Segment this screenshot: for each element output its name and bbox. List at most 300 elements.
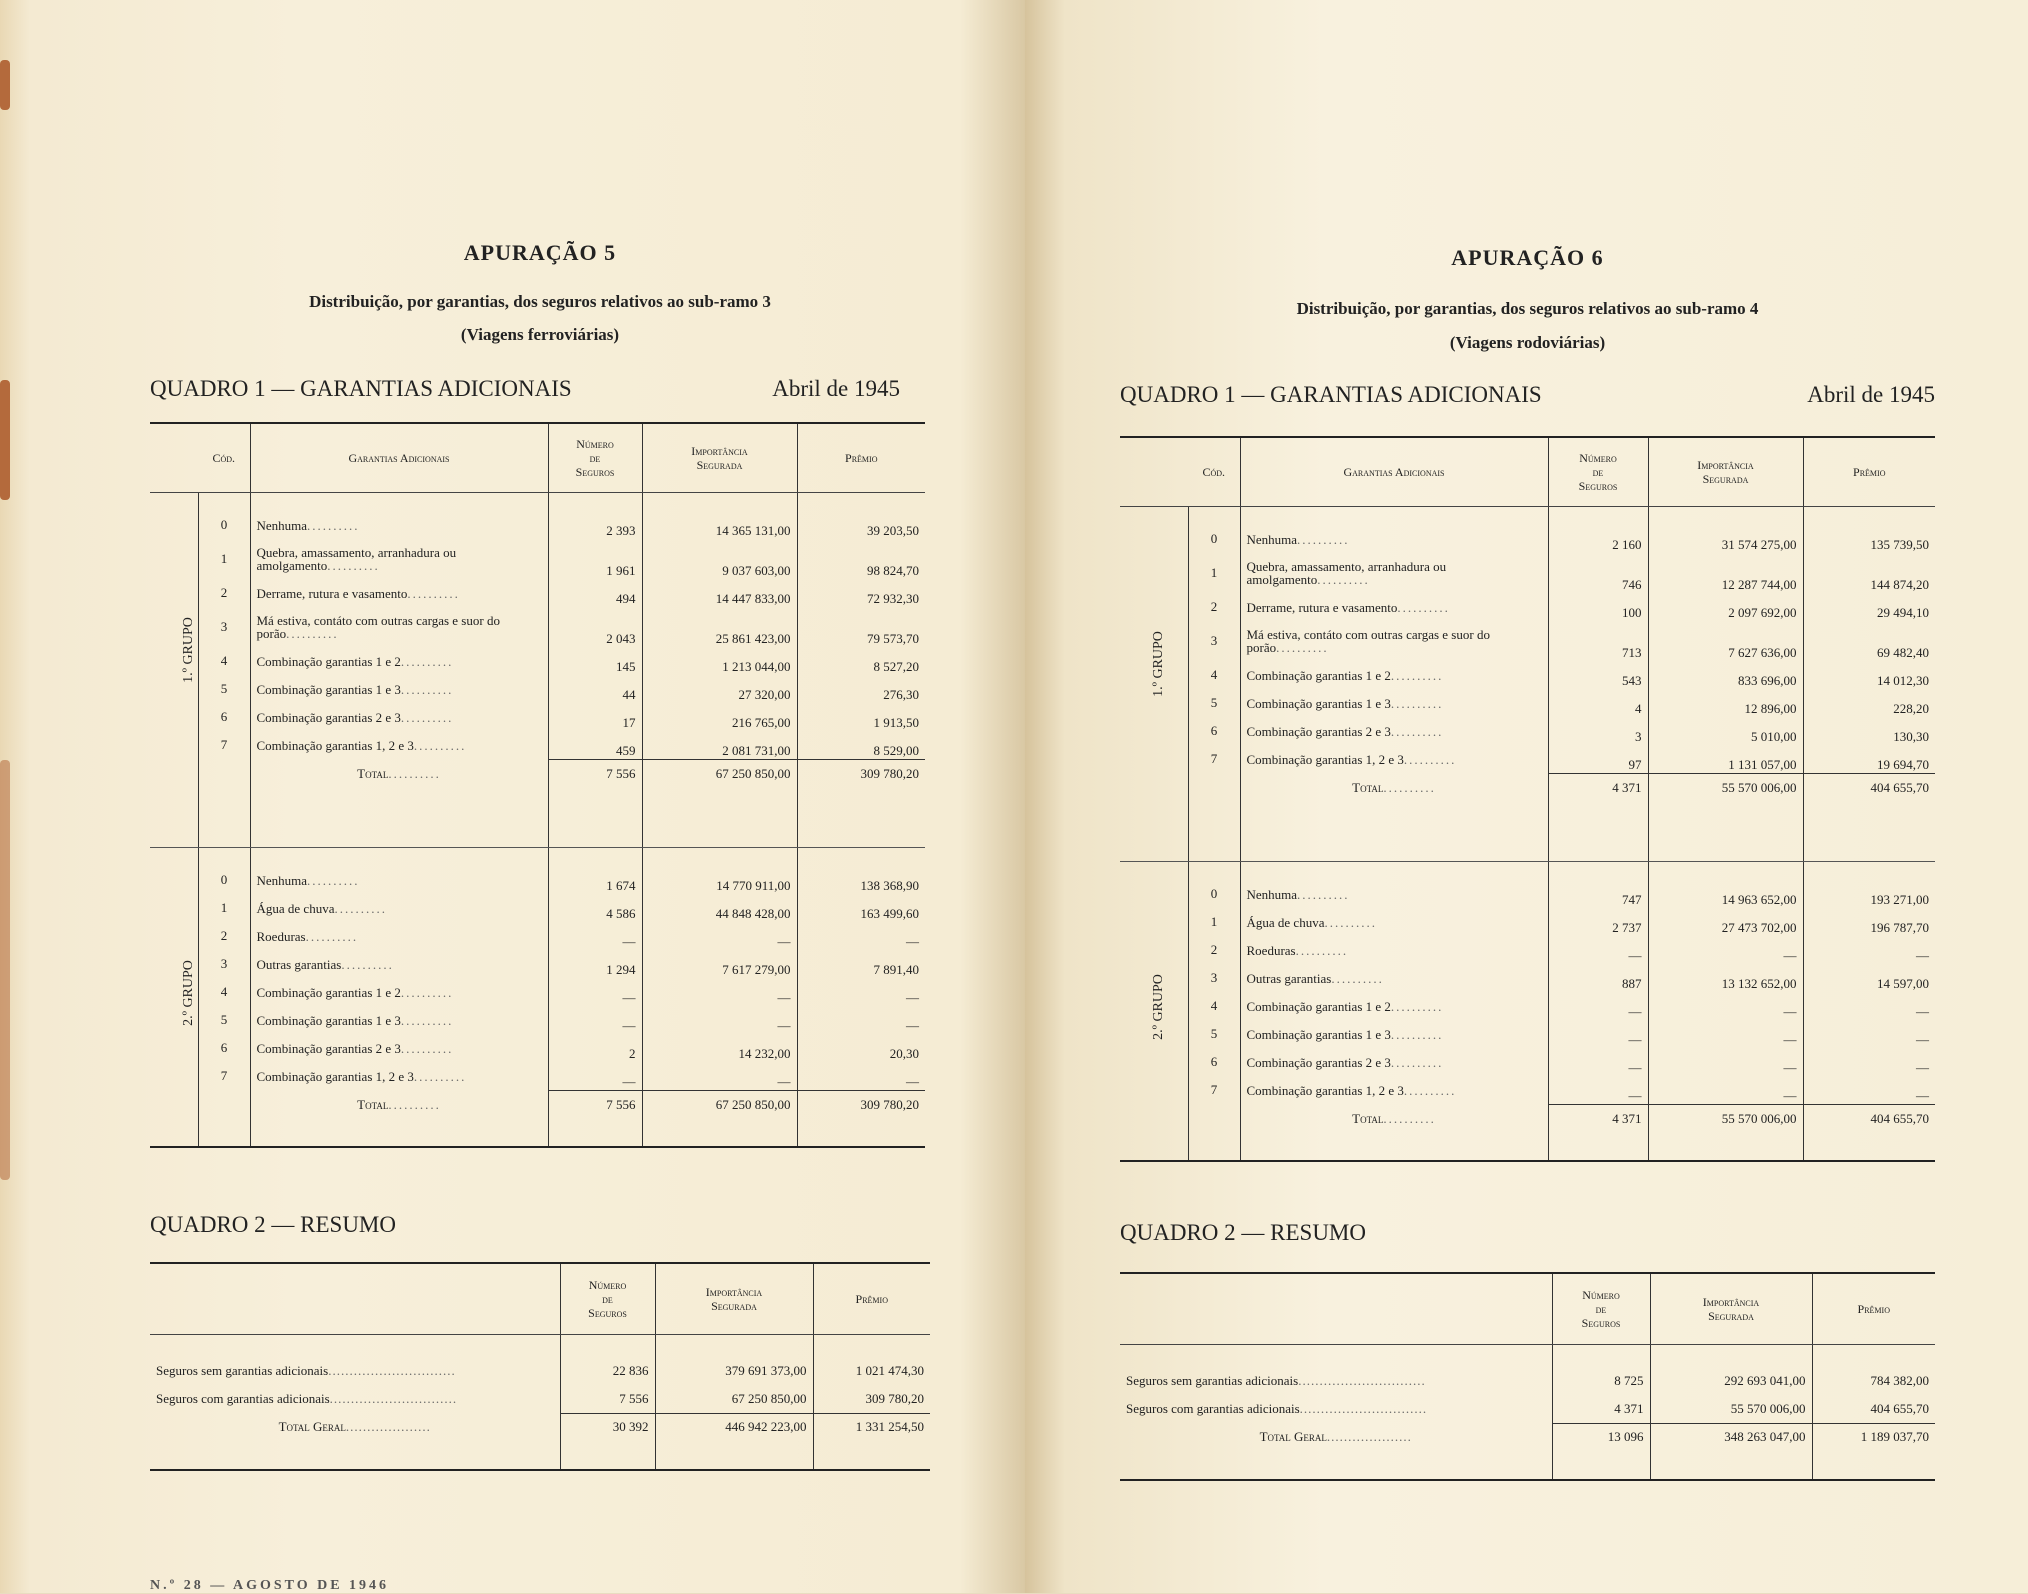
spacer-cell: [1648, 803, 1803, 862]
spacer-cell: [1548, 507, 1648, 526]
importancia-cell: —: [1648, 1076, 1803, 1104]
cod-cell: 2: [198, 922, 250, 950]
spacer-cell: [655, 1441, 813, 1470]
spacer-row: [1120, 803, 1935, 862]
premio-cell: —: [1803, 936, 1935, 964]
numero-cell: 4 371: [1552, 1395, 1650, 1423]
leader-dots: ..........: [413, 1068, 467, 1084]
cod-cell: 2: [1188, 936, 1240, 964]
spacer-cell: [548, 789, 642, 848]
spacer-cell: [642, 848, 797, 867]
garantia-cell: [250, 579, 548, 607]
numero-cell: —: [548, 978, 642, 1006]
numero-cell: 543: [1548, 661, 1648, 689]
spacer-cell: [797, 493, 925, 512]
page-edge-stain: [0, 760, 10, 1180]
numero-cell: —: [1548, 1020, 1648, 1048]
resumo-label: [1120, 1395, 1552, 1423]
total-numero: 30 392: [560, 1413, 655, 1441]
importancia-cell: 55 570 006,00: [1650, 1395, 1812, 1423]
spacer-row: [150, 789, 925, 848]
garantia-cell: [1240, 593, 1548, 621]
total-numero: 4 371: [1548, 773, 1648, 803]
cod-cell: 3: [198, 607, 250, 647]
premio-cell: 130,30: [1803, 717, 1935, 745]
resumo-label-text: Seguros sem garantias adicionais: [1126, 1373, 1299, 1388]
spacer-cell: [1812, 1345, 1935, 1368]
leader-dots: ..............................: [328, 1363, 456, 1378]
importancia-cell: 379 691 373,00: [655, 1357, 813, 1385]
garantia-cell: [250, 675, 548, 703]
cod-cell: 4: [1188, 992, 1240, 1020]
leader-dots: ....................: [345, 1419, 431, 1434]
total-numero: 13 096: [1552, 1423, 1650, 1451]
resumo-label-text: Seguros com garantias adicionais: [156, 1391, 330, 1406]
total-importancia: 55 570 006,00: [1648, 773, 1803, 803]
leader-dots: ..........: [1324, 914, 1377, 930]
right-page: [1025, 0, 2028, 1593]
quadro2-table: [150, 1262, 930, 1471]
garantia-cell: [250, 731, 548, 759]
premio-cell: —: [797, 1062, 925, 1090]
numero-header: Número de Seguros: [560, 1263, 655, 1335]
resumo-label: [1120, 1367, 1552, 1395]
premio-cell: 228,20: [1803, 689, 1935, 717]
importancia-cell: 31 574 275,00: [1648, 525, 1803, 553]
premio-cell: 20,30: [797, 1034, 925, 1062]
total-label: [1240, 1104, 1548, 1134]
importancia-header: Importância Segurada: [655, 1263, 813, 1335]
garantia-label: Nenhuma: [1246, 886, 1298, 902]
numero-header: Número de Seguros: [548, 423, 642, 493]
spacer-cell: [1120, 1134, 1188, 1161]
numero-cell: —: [1548, 1048, 1648, 1076]
cod-cell: 4: [198, 978, 250, 1006]
spacer-cell: [548, 493, 642, 512]
importancia-cell: 13 132 652,00: [1648, 964, 1803, 992]
spacer-cell: [1803, 507, 1935, 526]
total-row: [1120, 773, 1935, 803]
page-edge-stain: [0, 380, 10, 500]
garantia-cell: [1240, 525, 1548, 553]
garantia-label: Derrame, rutura e vasamento: [1246, 599, 1398, 615]
spacer-cell: [1240, 803, 1548, 862]
garantia-cell: [1240, 992, 1548, 1020]
spacer-cell: [797, 789, 925, 848]
spacer-cell: [198, 493, 250, 512]
importancia-cell: 14 232,00: [642, 1034, 797, 1062]
total-row: [150, 1090, 925, 1120]
importancia-cell: —: [642, 1062, 797, 1090]
cod-cell: 0: [1188, 880, 1240, 908]
quadro2-title: QUADRO 2 — RESUMO: [1120, 1220, 1366, 1245]
table-row: [150, 894, 925, 922]
leader-dots: ..........: [307, 517, 360, 533]
garantia-cell: [250, 950, 548, 978]
leader-dots: ..........: [1331, 970, 1384, 986]
table-row: [150, 703, 925, 731]
total-label: [1240, 773, 1548, 803]
premio-cell: 98 824,70: [797, 539, 925, 579]
leader-dots: ..........: [334, 900, 387, 916]
premio-cell: 784 382,00: [1812, 1367, 1935, 1395]
garantia-cell: [1240, 689, 1548, 717]
total-premio: 404 655,70: [1803, 773, 1935, 803]
leader-dots: ..........: [1383, 1111, 1436, 1126]
numero-cell: —: [548, 922, 642, 950]
leader-dots: ..........: [1383, 780, 1436, 795]
importancia-cell: 7 627 636,00: [1648, 621, 1803, 661]
premio-cell: 79 573,70: [797, 607, 925, 647]
importancia-cell: 2 081 731,00: [642, 731, 797, 759]
spacer-cell: [642, 1120, 797, 1147]
cod-cell: 3: [1188, 621, 1240, 661]
table-header-row: [150, 423, 925, 493]
garantia-label: Roeduras: [256, 928, 306, 944]
premio-cell: 144 874,20: [1803, 553, 1935, 593]
total-premio: 309 780,20: [797, 1090, 925, 1120]
spacer-cell: [1648, 1134, 1803, 1161]
leader-dots: ..........: [400, 709, 454, 725]
premio-cell: 8 529,00: [797, 731, 925, 759]
apuracao-subtitle: Distribuição, por garantias, dos seguros relativos ao sub-ramo 4: [1296, 299, 1759, 318]
leader-dots: ..........: [1397, 599, 1450, 615]
quadro1-title: QUADRO 1 — GARANTIAS ADICIONAIS: [150, 376, 572, 401]
table-row: [1120, 553, 1935, 593]
quadro2-table: [1120, 1272, 1935, 1481]
spacer-cell: [150, 1335, 560, 1358]
importancia-cell: 1 131 057,00: [1648, 745, 1803, 773]
garantia-label: Combinação garantias 1 e 3: [256, 681, 401, 697]
numero-cell: 17: [548, 703, 642, 731]
importancia-cell: 292 693 041,00: [1650, 1367, 1812, 1395]
spacer-cell: [1803, 862, 1935, 881]
garantia-label: Nenhuma: [256, 517, 308, 533]
importancia-cell: —: [642, 978, 797, 1006]
garantia-cell: [1240, 936, 1548, 964]
spacer-row: [1120, 507, 1935, 526]
spacer-cell: [1240, 507, 1548, 526]
cod-cell: 0: [1188, 525, 1240, 553]
numero-cell: 2: [548, 1034, 642, 1062]
table-row: [150, 1385, 930, 1413]
apuracao-title: APURAÇÃO 6: [1451, 245, 1604, 270]
garantia-label: Combinação garantias 2 e 3: [1246, 723, 1391, 739]
apuracao-title: APURAÇÃO 5: [463, 240, 617, 265]
numero-cell: 2 043: [548, 607, 642, 647]
spacer-cell: [198, 848, 250, 867]
importancia-cell: 2 097 692,00: [1648, 593, 1803, 621]
premio-header: Prêmio: [813, 1263, 930, 1335]
garantia-cell: [250, 866, 548, 894]
table-row: [150, 647, 925, 675]
total-label: [150, 1413, 560, 1441]
premio-cell: 276,30: [797, 675, 925, 703]
importancia-cell: 12 287 744,00: [1648, 553, 1803, 593]
total-label: [250, 1090, 548, 1120]
leader-dots: ..........: [413, 737, 467, 753]
quadro1-heading: [150, 376, 930, 402]
cod-cell: 7: [198, 1062, 250, 1090]
total-importancia: 67 250 850,00: [642, 1090, 797, 1120]
cod-cell: 5: [1188, 689, 1240, 717]
leader-dots: ..........: [1297, 886, 1350, 902]
table-row: [150, 1062, 925, 1090]
numero-cell: —: [548, 1062, 642, 1090]
premio-cell: 72 932,30: [797, 579, 925, 607]
spacer-cell: [1803, 803, 1935, 862]
garantia-label: Combinação garantias 1 e 3: [1246, 695, 1391, 711]
cod-cell: 3: [198, 950, 250, 978]
leader-dots: ..........: [400, 681, 454, 697]
garantias-table: [150, 422, 925, 1148]
spacer-cell: [1548, 803, 1648, 862]
total-label-text: Total: [1352, 1111, 1384, 1126]
spacer-row: [1120, 1134, 1935, 1161]
premio-cell: 69 482,40: [1803, 621, 1935, 661]
resumo-label: [150, 1385, 560, 1413]
group1-label: [150, 511, 198, 789]
numero-cell: 1 961: [548, 539, 642, 579]
total-numero: 4 371: [1548, 1104, 1648, 1134]
numero-cell: 3: [1548, 717, 1648, 745]
spacer-cell: [548, 848, 642, 867]
table-row: [150, 922, 925, 950]
leader-dots: ..........: [1297, 531, 1350, 547]
spacer-cell: [198, 1120, 250, 1147]
importancia-cell: 14 963 652,00: [1648, 880, 1803, 908]
garantia-cell: [250, 511, 548, 539]
table-row: [1120, 936, 1935, 964]
cod-cell: 5: [198, 1006, 250, 1034]
leader-dots: ....................: [1326, 1429, 1412, 1444]
quadro2-heading: [1120, 1220, 1935, 1246]
premio-cell: 404 655,70: [1812, 1395, 1935, 1423]
numero-cell: —: [548, 1006, 642, 1034]
spacer-cell: [1648, 507, 1803, 526]
garantia-label: Quebra, amassamento, arranhadura ou amolgamento: [1246, 559, 1447, 587]
leader-dots: ..........: [1390, 1026, 1444, 1042]
importancia-cell: —: [642, 1006, 797, 1034]
garantia-cell: [1240, 964, 1548, 992]
premio-cell: 29 494,10: [1803, 593, 1935, 621]
garantia-cell: [250, 647, 548, 675]
cod-header: Cód.: [198, 423, 250, 493]
table-row: [150, 511, 925, 539]
garantia-label: Água de chuva: [1246, 914, 1325, 930]
premio-cell: —: [797, 1006, 925, 1034]
premio-cell: —: [797, 922, 925, 950]
premio-header: Prêmio: [1803, 437, 1935, 507]
garantia-label: Combinação garantias 1 e 3: [1246, 1026, 1391, 1042]
importancia-cell: 5 010,00: [1648, 717, 1803, 745]
cod-cell: [1188, 1104, 1240, 1134]
garantia-cell: [250, 922, 548, 950]
spacer-row: [150, 848, 925, 867]
spacer-cell: [150, 1441, 560, 1470]
group2-label: [150, 866, 198, 1120]
total-row: [150, 759, 925, 789]
numero-cell: 44: [548, 675, 642, 703]
garantia-cell: [1240, 553, 1548, 593]
cod-cell: 7: [1188, 745, 1240, 773]
garantia-label: Derrame, rutura e vasamento: [256, 585, 408, 601]
total-premio: 309 780,20: [797, 759, 925, 789]
spacer-row: [1120, 1345, 1935, 1368]
garantia-label: Combinação garantias 1 e 2: [256, 984, 401, 1000]
cod-cell: 5: [1188, 1020, 1240, 1048]
numero-cell: 100: [1548, 593, 1648, 621]
numero-cell: 887: [1548, 964, 1648, 992]
total-label-text: Total: [357, 1097, 389, 1112]
total-importancia: 446 942 223,00: [655, 1413, 813, 1441]
group1-label-text: 1.º GRUPO: [180, 617, 196, 683]
table-row: [150, 950, 925, 978]
numero-cell: —: [1548, 1076, 1648, 1104]
quadro1-date: Abril de 1945: [1807, 382, 1935, 407]
numero-cell: 4: [1548, 689, 1648, 717]
quadro1-heading: [1120, 382, 1935, 408]
garantia-cell: [1240, 661, 1548, 689]
importancia-cell: —: [1648, 992, 1803, 1020]
garantia-label: Combinação garantias 1, 2 e 3: [1246, 751, 1404, 767]
table-row: [1120, 745, 1935, 773]
spacer-cell: [1648, 862, 1803, 881]
premio-cell: 135 739,50: [1803, 525, 1935, 553]
total-label: [250, 759, 548, 789]
spacer-cell: [1188, 1134, 1240, 1161]
quadro2-title: QUADRO 2 — RESUMO: [150, 1212, 396, 1237]
total-premio: 404 655,70: [1803, 1104, 1935, 1134]
numero-cell: 459: [548, 731, 642, 759]
numero-cell: 1 674: [548, 866, 642, 894]
spacer-cell: [797, 1120, 925, 1147]
grupo-header: [1120, 437, 1188, 507]
premio-cell: 39 203,50: [797, 511, 925, 539]
leader-dots: ..........: [400, 1012, 454, 1028]
cod-cell: 1: [198, 894, 250, 922]
importancia-cell: 7 617 279,00: [642, 950, 797, 978]
resumo-table: [150, 1262, 930, 1471]
premio-cell: —: [797, 978, 925, 1006]
table-row: [150, 607, 925, 647]
total-label-text: Total Geral: [278, 1419, 346, 1434]
numero-cell: 2 393: [548, 511, 642, 539]
spacer-cell: [1120, 1345, 1552, 1368]
cod-header: Cód.: [1188, 437, 1240, 507]
spacer-cell: [1548, 1134, 1648, 1161]
spacer-cell: [642, 789, 797, 848]
spacer-row: [150, 1120, 925, 1147]
cod-cell: 2: [1188, 593, 1240, 621]
spacer-cell: [150, 493, 198, 512]
cod-cell: [198, 759, 250, 789]
garantia-label: Quebra, amassamento, arranhadura ou amolgamento: [256, 545, 457, 573]
garantia-label: Outras garantias: [1246, 970, 1332, 986]
cod-cell: 1: [1188, 553, 1240, 593]
table-row: [1120, 992, 1935, 1020]
cod-cell: 7: [198, 731, 250, 759]
garantia-label: Combinação garantias 1, 2 e 3: [256, 737, 414, 753]
total-label-text: Total: [357, 766, 389, 781]
garantia-cell: [250, 1034, 548, 1062]
total-row: [1120, 1423, 1935, 1451]
garantia-label: Combinação garantias 1 e 2: [1246, 667, 1391, 683]
garantia-label: Água de chuva: [256, 900, 335, 916]
premio-cell: 309 780,20: [813, 1385, 930, 1413]
table-row: [1120, 689, 1935, 717]
leader-dots: ..........: [1403, 751, 1457, 767]
garantia-label: Má estiva, contáto com outras cargas e suor do porão: [1246, 627, 1490, 655]
numero-cell: —: [1548, 936, 1648, 964]
resumo-label-text: Seguros sem garantias adicionais: [156, 1363, 329, 1378]
table-row: [1120, 964, 1935, 992]
importancia-cell: 216 765,00: [642, 703, 797, 731]
garantia-cell: [1240, 745, 1548, 773]
garantia-cell: [250, 1006, 548, 1034]
importancia-cell: 67 250 850,00: [655, 1385, 813, 1413]
premio-header: Prêmio: [1812, 1273, 1935, 1345]
group2-label: [1120, 880, 1188, 1134]
table-row: [1120, 621, 1935, 661]
spacer-cell: [250, 789, 548, 848]
spacer-cell: [813, 1441, 930, 1470]
spacer-cell: [560, 1441, 655, 1470]
numero-cell: —: [1548, 992, 1648, 1020]
importancia-header: Importância Segurada: [1648, 437, 1803, 507]
group2-label-text: 2.º GRUPO: [180, 960, 196, 1026]
spacer-cell: [198, 789, 250, 848]
cod-cell: 0: [198, 511, 250, 539]
premio-header: Prêmio: [797, 423, 925, 493]
importancia-cell: 14 447 833,00: [642, 579, 797, 607]
cod-cell: 2: [198, 579, 250, 607]
premio-cell: 8 527,20: [797, 647, 925, 675]
garantia-cell: [1240, 908, 1548, 936]
importancia-cell: 27 320,00: [642, 675, 797, 703]
cod-cell: 4: [1188, 661, 1240, 689]
table-header-row: [1120, 437, 1935, 507]
spacer-cell: [642, 493, 797, 512]
cod-cell: [1188, 773, 1240, 803]
cod-cell: 6: [198, 703, 250, 731]
garantias-header: Garantias Adicionais: [1240, 437, 1548, 507]
numero-cell: 2 737: [1548, 908, 1648, 936]
spacer-cell: [1120, 507, 1188, 526]
page-footer: N.º 28 — AGOSTO DE 1946: [150, 1578, 390, 1593]
spacer-cell: [1188, 862, 1240, 881]
garantia-cell: [1240, 880, 1548, 908]
table-row: [150, 978, 925, 1006]
table-row: [1120, 593, 1935, 621]
numero-cell: 97: [1548, 745, 1648, 773]
importancia-cell: 1 213 044,00: [642, 647, 797, 675]
garantia-cell: [250, 539, 548, 579]
cod-cell: 7: [1188, 1076, 1240, 1104]
apuracao-subtitle: Distribuição, por garantias, dos seguros relativos ao sub-ramo 3: [309, 292, 771, 311]
table-header-row: [1120, 1273, 1935, 1345]
cod-cell: 3: [1188, 964, 1240, 992]
quadro1-table: [150, 422, 925, 1148]
garantia-label: Combinação garantias 1, 2 e 3: [1246, 1082, 1404, 1098]
page-edge-stain: [0, 60, 10, 110]
leader-dots: ..........: [1403, 1082, 1457, 1098]
importancia-cell: —: [1648, 936, 1803, 964]
total-importancia: 348 263 047,00: [1650, 1423, 1812, 1451]
table-row: [1120, 525, 1935, 553]
total-premio: 1 331 254,50: [813, 1413, 930, 1441]
importancia-cell: 27 473 702,00: [1648, 908, 1803, 936]
